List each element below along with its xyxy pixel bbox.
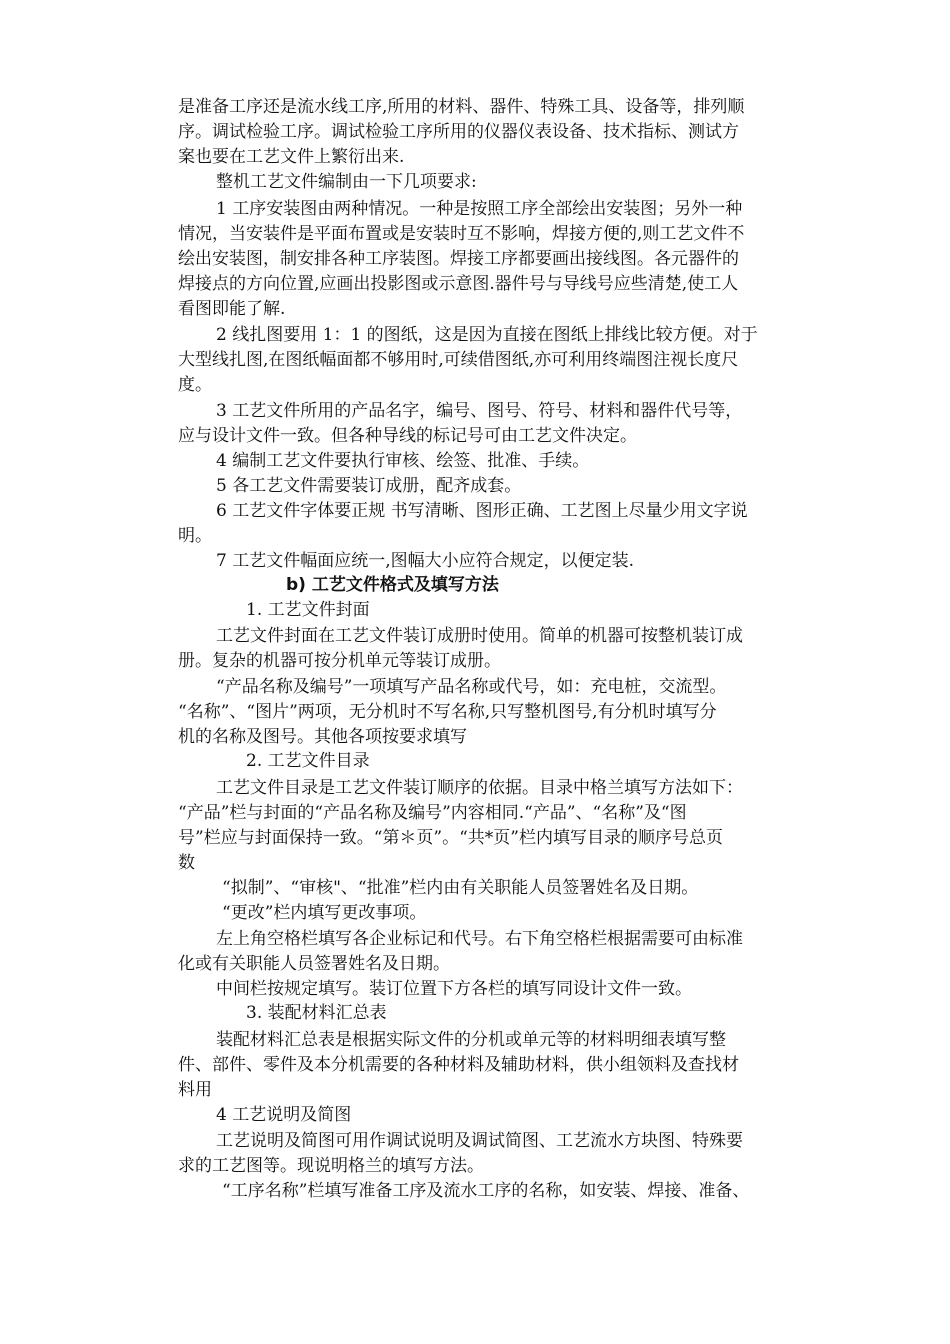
- section-heading: b) 工艺文件格式及填写方法: [286, 575, 499, 595]
- subsection-heading: 4 工艺说明及简图: [216, 1105, 352, 1125]
- text-line: 3 工艺文件所用的产品名字，编号、图号、符号、材料和器件代号等，: [216, 401, 743, 421]
- text-line: 数: [178, 853, 195, 873]
- subsection-heading: 2. 工艺文件目录: [246, 751, 370, 771]
- text-line: 应与设计文件一致。但各种导线的标记号可由工艺文件决定。: [178, 426, 637, 446]
- text-line: 工艺说明及简图可用作调试说明及调试简图、工艺流水方块图、特殊要: [216, 1131, 743, 1151]
- text-line: 是准备工序还是流水线工序,所用的材料、器件、特殊工具、设备等，排列顺: [178, 97, 745, 117]
- text-line: 度。: [178, 375, 212, 395]
- text-line: 明。: [178, 526, 212, 546]
- text-line: 中间栏按规定填写。装订位置下方各栏的填写同设计文件一致。: [216, 979, 692, 999]
- text-line: 件、部件、零件及本分机需要的各种材料及辅助材料，供小组领料及查找材: [178, 1055, 739, 1075]
- text-line: 焊接点的方向位置,应画出投影图或示意图.器件号与导线号应些清楚,使工人: [178, 274, 739, 294]
- text-line: 左上角空格栏填写各企业标记和代号。右下角空格栏根据需要可由标准: [216, 929, 743, 949]
- text-line: 料用: [178, 1080, 212, 1100]
- text-line: 工艺文件封面在工艺文件装订成册时使用。简单的机器可按整机装订成: [216, 626, 743, 646]
- text-line: “工序名称”栏填写准备工序及流水工序的名称，如安装、焊接、准备、: [222, 1181, 750, 1201]
- text-line: “产品”栏与封面的“产品名称及编号”内容相同.“产品”、“名称”及“图: [178, 803, 687, 823]
- text-line: 6 工艺文件字体要正规 书写清晰、图形正确、工艺图上尽量少用文字说: [216, 501, 748, 521]
- text-line: 7 工艺文件幅面应统一,图幅大小应符合规定，以便定装.: [216, 551, 635, 571]
- text-line: “名称”、“图片”两项，无分机时不写名称,只写整机图号,有分机时填写分: [178, 702, 717, 722]
- text-line: 5 各工艺文件需要装订成册，配齐成套。: [216, 476, 522, 496]
- text-line: 工艺文件目录是工艺文件装订顺序的依据。目录中格兰填写方法如下：: [216, 778, 743, 798]
- text-line: 绘出安装图，制安排各种工序装图。焊接工序都要画出接线图。各元器件的: [178, 249, 739, 269]
- subsection-heading: 1. 工艺文件封面: [246, 600, 370, 620]
- text-line: 4 编制工艺文件要执行审核、绘签、批准、手续。: [216, 451, 590, 471]
- subsection-heading: 3. 装配材料汇总表: [246, 1003, 387, 1023]
- text-line: 情况，当安装件是平面布置或是安装时互不影响，焊接方便的,则工艺文件不: [178, 224, 745, 244]
- text-line: 大型线扎图,在图纸幅面都不够用时,可续借图纸,亦可利用终端图注视长度尺: [178, 350, 739, 370]
- text-line: 册。复杂的机器可按分机单元等装订成册。: [178, 651, 501, 671]
- text-line: 看图即能了解.: [178, 299, 286, 319]
- text-line: 号”栏应与封面保持一致。“第＊页”。“共*页”栏内填写目录的顺序号总页: [178, 828, 723, 848]
- text-line: 装配材料汇总表是根据实际文件的分机或单元等的材料明细表填写整: [216, 1030, 726, 1050]
- text-line: 机的名称及图号。其他各项按要求填写: [178, 727, 467, 747]
- text-line: 2 线扎图要用 1：1 的图纸，这是因为直接在图纸上排线比较方便。对于: [216, 325, 758, 345]
- text-line: 案也要在工艺文件上繁衍出来.: [178, 147, 405, 167]
- text-line: “更改”栏内填写更改事项。: [222, 903, 427, 923]
- text-line: “产品名称及编号”一项填写产品名称或代号，如：充电桩，交流型。: [216, 677, 727, 697]
- text-line: 序。调试检验工序。调试检验工序所用的仪器仪表设备、技术指标、测试方: [178, 122, 739, 142]
- text-line: 求的工艺图等。现说明格兰的填写方法。: [178, 1156, 484, 1176]
- text-line: “拟制”、“审核"、“批准”栏内由有关职能人员签署姓名及日期。: [222, 878, 699, 898]
- text-line: 整机工艺文件编制由一下几项要求:: [216, 172, 477, 192]
- text-line: 化或有关职能人员签署姓名及日期。: [178, 954, 450, 974]
- text-line: 1 工序安装图由两种情况。一种是按照工序全部绘出安装图；另外一种: [216, 199, 743, 219]
